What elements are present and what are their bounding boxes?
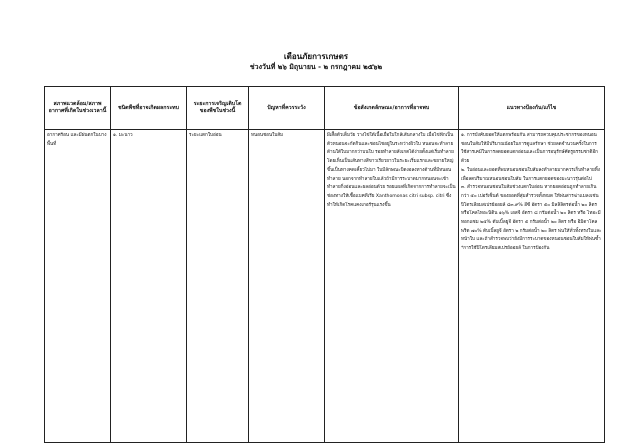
cell-environment <box>45 130 111 443</box>
agri-warning-table <box>44 86 605 443</box>
advice-footnote: *การใช้ปิโตรเลียมสเปรย์ออยล์ ในการป้องกัน <box>461 246 550 252</box>
cell-problem <box>249 130 325 443</box>
cell-symptoms <box>325 130 459 443</box>
table-row <box>45 130 605 443</box>
header-symptoms: ข้อสังเกตลักษณะ/อาการที่อาจพบ <box>325 87 459 130</box>
document-date-range: ช่วงวันที่ ๒๖ มิถุนายน - ๒ กรกฎาคม ๒๕๖๒ <box>249 63 383 71</box>
cell-growth-stage <box>187 130 249 443</box>
growth-stage-text: ระยะแตกใบอ่อน <box>189 133 222 138</box>
header-problem: ปัญหาที่ควรระวัง <box>249 87 325 130</box>
advice-item-2: ๒. ใบอ่อนและยอดที่พบหนอนชอนใบส้มลงทำลายมากควรเก็บทำลายทิ้ง เพื่อลดปริมาณหนอนชอนใบส้ม ในการแตกยอดของมะนาวรุ่นต่อไป <box>461 167 600 182</box>
header-advice: แนวทางป้องกัน/แก้ไข <box>459 87 605 130</box>
header-environment: สภาพแวดล้อม/สภาพอากาศที่เกิดในช่วงเวลานี้ <box>45 87 111 130</box>
header-crop: ชนิดพืชที่อาจเกิดผลกระทบ <box>111 87 187 130</box>
document-title: เตือนภัยการเกษตร <box>283 52 349 61</box>
header-growth-stage: ระยะการเจริญเติบโตของพืชในช่วงนี้ <box>187 87 249 130</box>
symptoms-text: ผีเสื้อตัวเต็มวัย วางไข่ใต้เนื้อเยื่อใบใกล้เส้นกลางใบ เมื่อไข่ฟักเป็นตัวหนอนจะกัดกินและชอนไชอยู่ในระหว่างผิวใบ หนอนจะทำลายด้านใต้ใบมากกว่าบนใบ รอยทำลายสังเกตได้ง่ายตั้งแต่เริ่มทำลายโดยเห็นเป็นเส้นทางสีขาวเรียวยาวในระยะเริ่มแรกและขยายใหญ่ขึ้นเป็นทางคดเคี้ยวไปมา ใบมีลักษณะบิดงอลงทางด้านที่มีหนอนทำลาย นอกจากทำลายใบแล้วถ้ามีการระบาดมากหนอนจะเข้าทำลายกิ่งอ่อนและผลอ่อนด้วย รอยแผลที่เกิดจากการทำลายจะเป็นช่องทางให้เชื้อแบคทีเรีย Xanthomonas citri subsp. citri ซึ่งทำให้เกิดโรคแคงเกอร์รุนแรงขึ้น <box>327 133 456 208</box>
cell-crop <box>111 130 187 443</box>
environment-text: อากาศร้อน และมีฝนตกในบางพื้นที่ <box>47 133 107 147</box>
table-header-row <box>45 87 605 130</box>
advice-item-1: ๑. การบังคับยอดให้แตกพร้อมกัน สามารถควบคุมประชากรของหนอนชอนใบส้มให้มีปริมาณน้อยในการดูแลรักษา ช่วยลดจำนวนครั้งในการใช้สารเคมีในการลดยอดแตกอ่อนและเป็นการอนุรักษ์ศัตรูธรรมชาติอีกด้วย <box>461 133 598 165</box>
cell-advice <box>459 130 605 443</box>
crop-text: ๑. มะนาว <box>113 133 133 138</box>
problem-text: หนอนชอนใบส้ม <box>251 133 284 138</box>
advice-item-3: ๓. สำรวจหนอนชอนใบส้มช่วงแตกใบอ่อน หากยอดอ่อนถูกทำลายเกินกว่า ๕๐ เปอร์เซ็นต์ ของยอดที่สุ่มสำรวจทั้งหมด ให้พ่นสารฆ่าแมลงเช่น ปิโตรเลียมสเปรย์ออยล์ ๘๓.๙% อีซี อัตรา ๕๐ มิลลิลิตรต่อน้ำ ๒๐ ลิตร หรือโคลไทอะนิดิน ๑๖% เอสจี อัตรา ๘ กรัมต่อน้ำ ๒๐ ลิตร หรือ ไทอะมีทอกแซม ๒๕% ดับเบิ้ลยูจี อัตรา ๕ กรัมต่อน้ำ ๒๐ ลิตร หรือ อิมิดาโคลพริด ๗๐% ดับเบิ้ลยูจี อัตรา ๒ กรัมต่อน้ำ ๒๐ ลิตร พ่นให้ทั่วทั้งทรงใบและหน้าใบ และถ้าสำรวจพบว่ายังมีการระบาดของหนอนชอนใบส้มให้พ่นซ้ำ <box>461 185 602 243</box>
